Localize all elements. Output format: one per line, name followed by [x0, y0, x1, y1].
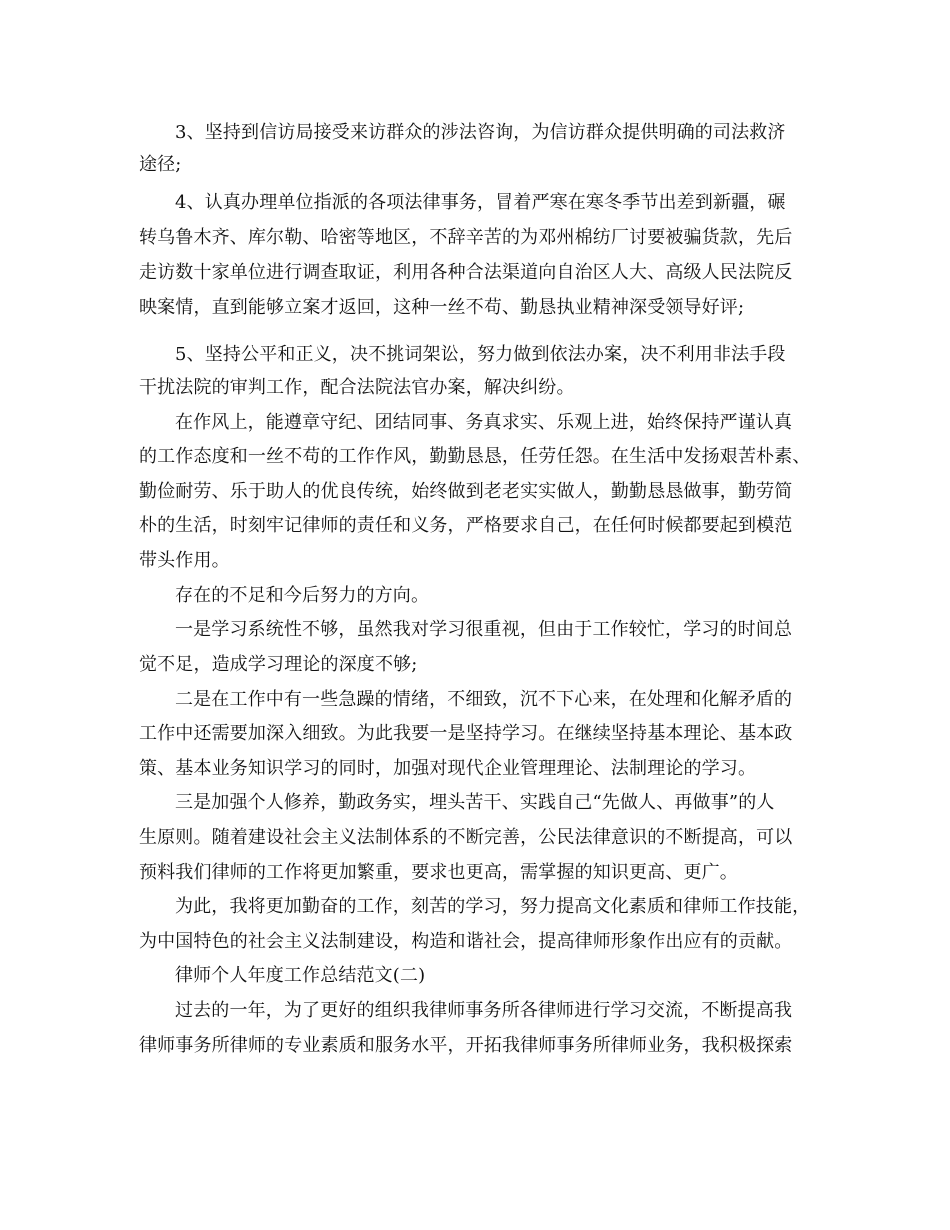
text-line: 生原则。随着建设社会主义法制体系的不断完善，公民法律意识的不断提高，可以 — [139, 827, 793, 848]
text-line: 映案情，直到能够立案才返回，这种一丝不苟、勤恳执业精神深受领导好评; — [139, 297, 745, 318]
text-line: 过去的一年，为了更好的组织我律师事务所各律师进行学习交流，不断提高我 — [175, 1000, 793, 1021]
text-line: 的工作态度和一丝不苟的工作作风，勤勤恳恳，任劳任怨。在生活中发扬艰苦朴素、 — [139, 446, 811, 467]
section-heading: 律师个人年度工作总结范文(二) — [175, 965, 426, 986]
text-line: 走访数十家单位进行调查取证，利用各种合法渠道向自治区人大、高级人民法院反 — [139, 262, 793, 283]
text-line: 5、坚持公平和正义，决不挑词架讼，努力做到依法办案，决不利用非法手段 — [175, 344, 786, 365]
text-line: 在作风上，能遵章守纪、团结同事、务真求实、乐观上进，始终保持严谨认真 — [175, 412, 793, 433]
text-line: 觉不足，造成学习理论的深度不够; — [139, 654, 418, 675]
text-line: 为此，我将更加勤奋的工作，刻苦的学习，努力提高文化素质和律师工作技能， — [175, 896, 811, 917]
text-line: 二是在工作中有一些急躁的情绪，不细致，沉不下心来，在处理和化解矛盾的 — [175, 689, 793, 710]
text-line: 三是加强个人修养，勤政务实，埋头苦干、实践自己“先做人、再做事”的人 — [175, 792, 775, 813]
text-line: 朴的生活，时刻牢记律师的责任和义务，严格要求自己，在任何时候都要起到模范 — [139, 515, 793, 536]
text-line: 带头作用。 — [139, 550, 230, 571]
text-line: 策、基本业务知识学习的同时，加强对现代企业管理理论、法制理论的学习。 — [139, 758, 757, 779]
text-line: 预料我们律师的工作将更加繁重，要求也更高，需掌握的知识更高、更广。 — [139, 862, 738, 883]
text-line: 勤俭耐劳、乐于助人的优良传统，始终做到老老实实做人，勤勤恳恳做事，勤劳简 — [139, 481, 793, 502]
text-line: 存在的不足和今后努力的方向。 — [175, 585, 430, 606]
text-line: 干扰法院的审判工作，配合法院法官办案，解决纠纷。 — [139, 377, 575, 398]
text-line: 4、认真办理单位指派的各项法律事务，冒着严寒在寒冬季节出差到新疆，碾 — [175, 192, 786, 213]
text-line: 转乌鲁木齐、库尔勒、哈密等地区，不辞辛苦的为邓州棉纺厂讨要被骗货款，先后 — [139, 227, 793, 248]
text-line: 3、坚持到信访局接受来访群众的涉法咨询，为信访群众提供明确的司法救济 — [175, 122, 786, 143]
text-line: 途径; — [139, 154, 182, 175]
text-line: 工作中还需要加深入细致。为此我要一是坚持学习。在继续坚持基本理论、基本政 — [139, 723, 793, 744]
text-line: 为中国特色的社会主义法制建设，构造和谐社会，提高律师形象作出应有的贡献。 — [139, 931, 793, 952]
text-line: 一是学习系统性不够，虽然我对学习很重视，但由于工作较忙，学习的时间总 — [175, 619, 793, 640]
text-line: 律师事务所律师的专业素质和服务水平，开拓我律师事务所律师业务，我积极探索 — [139, 1035, 793, 1056]
